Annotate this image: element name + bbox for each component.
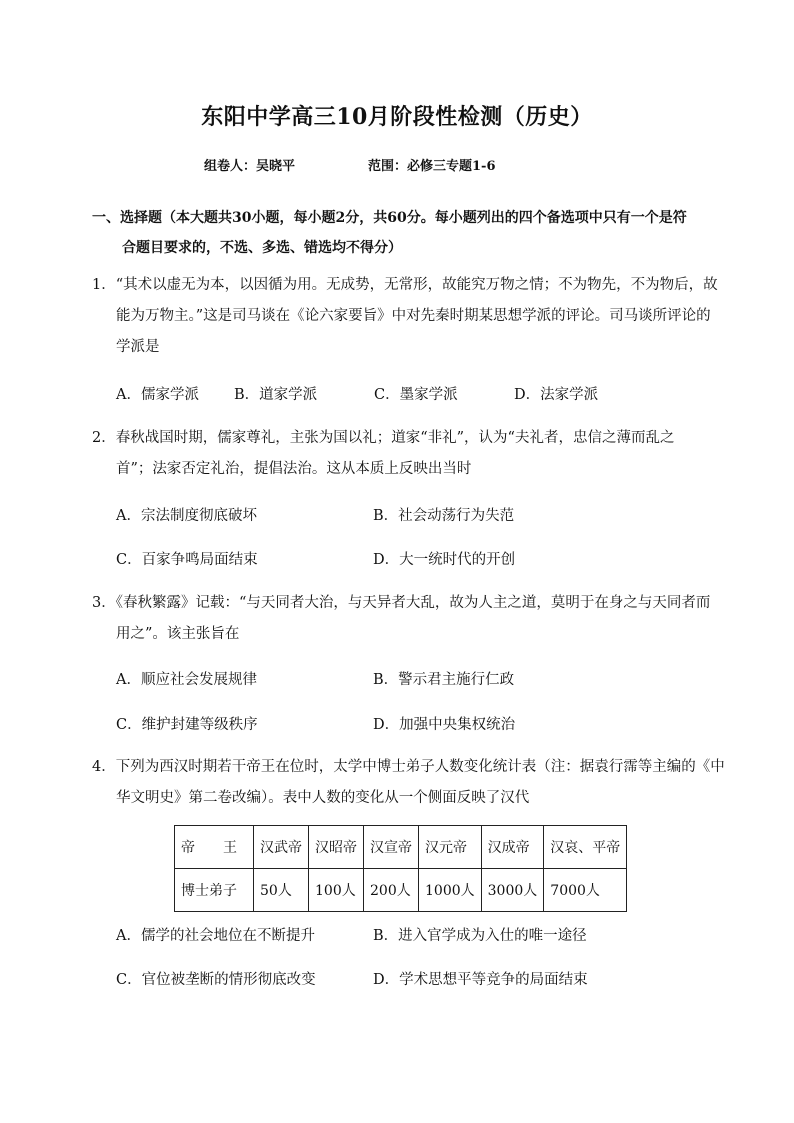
question-4-line1: 4．下列为西汉时期若干帝王在位时，太学中博士弟子人数变化统计表（注：据袁行霈等主编的《中 — [92, 759, 725, 775]
table-cell: 汉武帝 — [254, 826, 309, 869]
table-cell: 3000人 — [481, 869, 544, 912]
option-c[interactable]: C．百家争鸣局面结束 — [116, 552, 258, 568]
question-1-line1: 1．“其术以虚无为本，以因循为用。无成势，无常形，故能究万物之情；不为物先，不为物后，故 — [92, 277, 718, 293]
option-b[interactable]: B．进入官学成为入仕的唯一途径 — [373, 928, 587, 944]
question-3-line1: 3．《春秋繁露》记载：“与天同者大治，与天异者大乱，故为人主之道，莫明于在身之与天同者而 — [92, 595, 711, 611]
option-c[interactable]: C．墨家学派 — [374, 387, 458, 403]
question-1-line3: 学派是 — [116, 339, 160, 355]
table-cell: 50人 — [254, 869, 309, 912]
table-cell: 汉成帝 — [481, 826, 544, 869]
table-cell: 100人 — [309, 869, 364, 912]
scope-label: 范围：必修三专题1-6 — [368, 159, 496, 174]
table-cell: 200人 — [364, 869, 419, 912]
option-a[interactable]: A．宗法制度彻底破坏 — [116, 508, 257, 524]
option-a[interactable]: A．顺应社会发展规律 — [116, 672, 257, 688]
question-3-line2: 用之”。该主张旨在 — [116, 626, 240, 642]
section-heading — [92, 203, 732, 263]
option-b[interactable]: B．警示君主施行仁政 — [373, 672, 515, 688]
question-1 — [92, 270, 732, 363]
author-label: 组卷人：吴晓平 — [204, 159, 296, 174]
question-4 — [92, 752, 732, 814]
question-4-line2: 华文明史》第二卷改编）。表中人数的变化从一个侧面反映了汉代 — [116, 790, 530, 806]
student-count-table — [174, 825, 627, 912]
table-cell: 汉哀、平帝 — [544, 826, 627, 869]
option-c[interactable]: C．官位被垄断的情形彻底改变 — [116, 972, 316, 988]
table-cell: 博士弟子 — [175, 869, 254, 912]
table-cell: 7000人 — [544, 869, 627, 912]
table-cell: 汉元帝 — [419, 826, 482, 869]
option-b[interactable]: B．道家学派 — [234, 387, 318, 403]
section-heading-line2: 合题目要求的，不选、多选、错选均不得分） — [122, 240, 402, 256]
question-2-line2: 首”；法家否定礼治，提倡法治。这从本质上反映出当时 — [116, 461, 472, 477]
question-2 — [92, 423, 732, 485]
option-d[interactable]: D．法家学派 — [514, 387, 599, 403]
table-cell: 汉昭帝 — [309, 826, 364, 869]
question-1-line2: 能为万物主。”这是司马谈在《论六家要旨》中对先秦时期某思想学派的评论。司马谈所评论的 — [116, 308, 711, 324]
exam-title: 东阳中学高三10月阶段性检测（历史） — [201, 104, 593, 130]
question-2-line1: 2．春秋战国时期，儒家尊礼，主张为国以礼；道家“非礼”，认为“夫礼者，忠信之薄而乱之 — [92, 430, 675, 446]
option-d[interactable]: D．加强中央集权统治 — [373, 717, 516, 733]
table-row — [175, 826, 627, 869]
option-c[interactable]: C．维护封建等级秩序 — [116, 717, 258, 733]
question-3 — [92, 588, 732, 650]
table-cell: 1000人 — [419, 869, 482, 912]
option-b[interactable]: B．社会动荡行为失范 — [373, 508, 515, 524]
option-a[interactable]: A．儒家学派 — [116, 387, 199, 403]
section-heading-line1: 一、选择题（本大题共30小题，每小题2分，共60分。每小题列出的四个备选项中只有一个是符 — [92, 210, 687, 226]
table-row — [175, 869, 627, 912]
option-d[interactable]: D．学术思想平等竞争的局面结束 — [373, 972, 588, 988]
option-d[interactable]: D．大一统时代的开创 — [373, 552, 516, 568]
option-a[interactable]: A．儒学的社会地位在不断提升 — [116, 928, 315, 944]
table-cell: 帝 王 — [175, 826, 254, 869]
table-cell: 汉宣帝 — [364, 826, 419, 869]
